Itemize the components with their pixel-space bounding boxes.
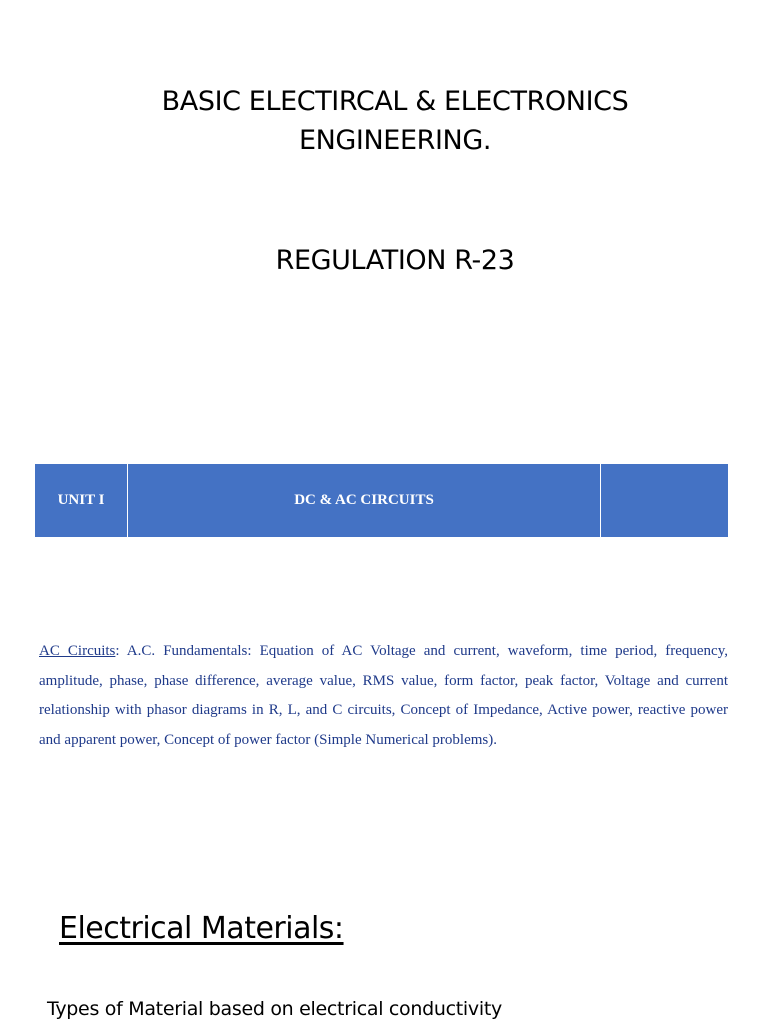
document-title-line-1: BASIC ELECTIRCAL & ELECTRONICS — [161, 86, 629, 117]
section-heading: Electrical Materials: — [59, 911, 344, 946]
unit-extra-cell — [601, 464, 728, 537]
section-subheading: Types of Material based on electrical conductivity — [47, 998, 502, 1020]
syllabus-paragraph — [39, 637, 728, 755]
ac-circuits-link[interactable]: AC Circuits — [39, 643, 116, 659]
unit-number-cell: UNIT I — [35, 464, 128, 537]
regulation-label: REGULATION R-23 — [275, 245, 515, 276]
unit-table — [35, 464, 728, 537]
syllabus-body: A.C. Fundamentals: Equation of AC Voltage and current, waveform, time period, frequency, amplitude, phase, phase difference, average value, RMS value, form factor, peak factor, Voltage and current relationship with phasor diagrams in R, L, and C circuits, Concept of Impedance, Active power, reactive power and apparent power, Concept of power factor (Simple Numerical problems). — [39, 643, 728, 748]
syllabus-separator: : — [115, 643, 120, 659]
unit-topic-cell: DC & AC CIRCUITS — [128, 464, 601, 537]
document-title-line-2: ENGINEERING. — [298, 125, 492, 156]
